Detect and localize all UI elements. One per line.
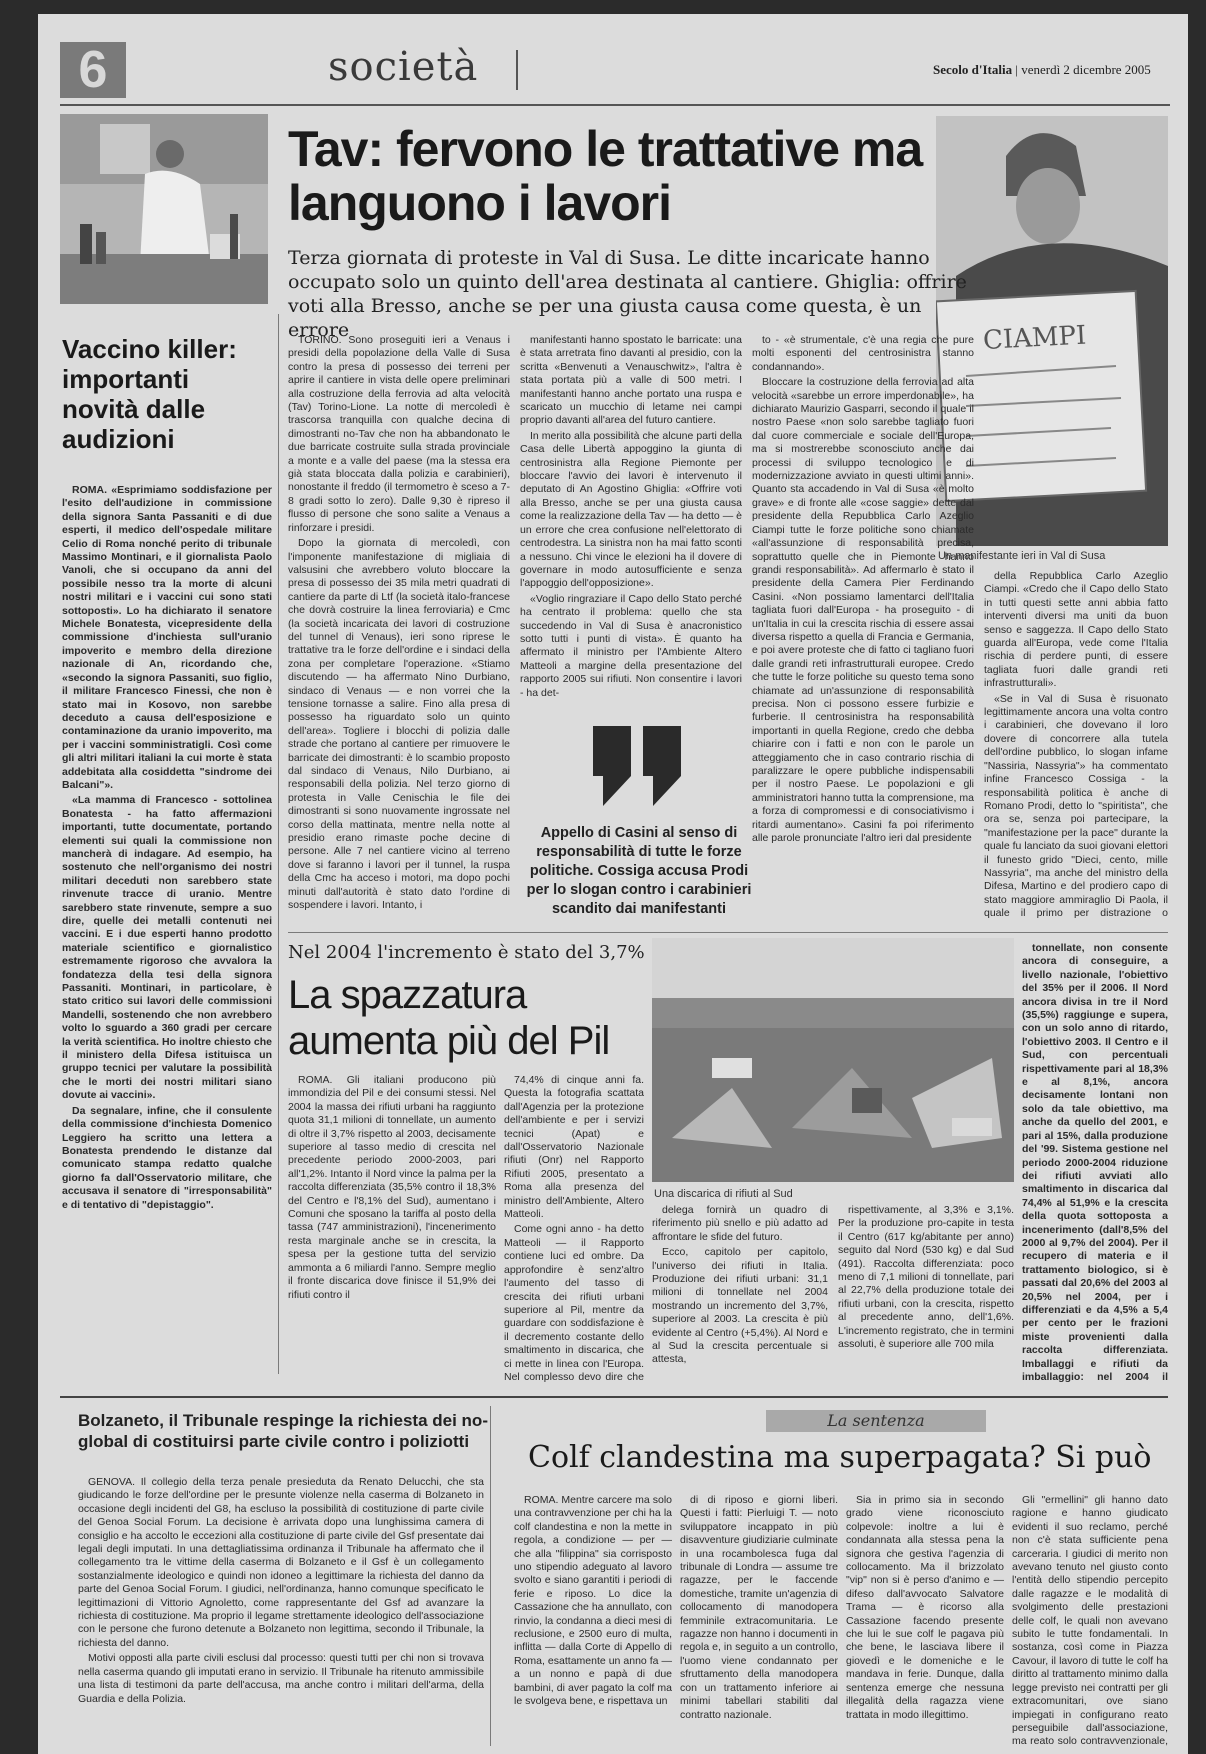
vaccino-headline: Vaccino killer: importanti novità dalle audizioni [62,334,237,454]
lab-photo [60,114,268,304]
section-rule [60,1396,1168,1398]
bolzaneto-body [78,1476,484,1746]
column-rule [278,314,279,1374]
tav-paragraph: In merito alla possibilità che alcune parti della Casa delle Libertà appoggino la giunta di centrosinistra alla Regione Piemonte per bloccare l'avvio dei lavori è intervenuto il deputato di An Agostino Ghiglia: «Offrire voti alla Bresso, anche se per una giusta causa come la realizzazione della Tav — ha detto — è un errore che crea confusione nell'elettorato di centrodestra. La sinistra non ha mai fatto sconti a nessuno. Chi vince le elezioni ha il dovere di governare in modo autosufficiente e senza l'appoggio dell'opposizione». [520,429,742,590]
rifiuti-paragraph: tonnellate, non consente ancora di conseguire, a livello nazionale, l'obiettivo del 35% per il 2006. Il Nord ancora divisa in tre il Nord (35,5%) raggiunge e supera, con un solo anno di ritardo, l'obiettivo 2003. Il Centro e il Sud, con percentuali rispettivamente pari al 18,3% e al 8,1%, ancora decisamente lontani non solo da tale obiettivo, ma anche da quello del 2001, e pari al 15%, dalla produzione del '99. Sistema gestione nel periodo 2000-2004 riduzione dei rifiuti avviati allo smaltimento in discarica dal 74,4% al 51,9% e la crescita della quota sottoposta a incenerimento (dall'8,5% del 2000 al 9,7% del 2004). Per il recupero di materia e il trattamento biologico, si è passati dal 20,6% del 2003 al 20,5% nel 2004, per i differenziati e da 4,5% a 5,4 per cento per le frazioni miste provenienti dalla raccolta differenziata. Imballaggi e rifiuti da imballaggio: nel 2004 il [1022,942,1168,1383]
rifiuti-headline: La spazzatura aumenta più del Pil [288,973,610,1063]
colf-column-2 [680,1494,838,1748]
quote-mark-icon [593,726,683,806]
header-divider [516,50,518,90]
vaccino-paragraph: «La mamma di Francesco - sottolinea Bonatesta - ha fatto affermazioni importanti, tutte documentate, portando elementi sui quali la commissione non mancherà di indagare. Ad esempio, ha sostenuto che nell'organismo dei nostri militari deceduti non sarebbero state rinvenute tracce di uranio. Mentre sarebbero state rinvenute, sempre a suo dire, quelle dei metalli contenuti nei vaccini. E i due esperti hanno prodotto materiale scientifico e giornalistico estremamente rigoroso che avvalora la fondatezza della tesi della signora Passaniti. Montinari, in particolare, è stato critico sui lavori delle commissioni Mandelli, sostenendo che non avrebbero volto lo sguardo a 360 gradi per cercare la verità scientifica. Ho inoltre chiesto che il ministero della Difesa istituisca un gruppo tecnici per valutare la possibilità che le morti dei nostri militari siano dovute ai vaccini». [62,794,272,1102]
rifiuti-paragraph: delega fornirà un quadro di riferimento più snello e più adatto ad affrontare le sfide del futuro. [652,1204,828,1243]
page-number: 6 [60,42,126,98]
vaccino-paragraph: Da segnalare, infine, che il consulente della commissione d'inchiesta Domenico Leggiero ha scritto una lettera a Bonatesta prendendo le distanze dal comunicato stampa redatto qualche giorno fa dall'Osservatorio militare, che accusava il senatore di "irresponsabilità" e di tentativo di "depistaggio". [62,1104,272,1211]
masthead: Secolo d'Italia | venerdì 2 dicembre 2005 [933,62,1151,77]
sentenza-label: La sentenza [766,1410,986,1432]
colf-paragraph: Gli "ermellini" gli hanno dato ragione e hanno giudicato evidenti il suo reclamo, perché non c'è stata sufficiente pena carceraria. I giudici di merito non avevano tenuto nel giusto conto l'entità dello stipendio percepito dalle ragazze e le modalità di svolgimento delle prestazioni delle colf, le quali non avevano subito le tutte fondamentali. In sostanza, così come in Piazza Cavour, il lavoro di tutte le colf ha diritto al trattamento minimo dalla legge previsto nei contratti per gli extracomunitari, ove siano impiegati in configurano reato perseguibile dall'associazione, ma reato solo contravvenzionale, [1012,1494,1168,1748]
masthead-date: venerdì 2 dicembre 2005 [1021,62,1151,77]
rifiuti-column-2 [504,1074,644,1384]
colf-paragraph: di di riposo e giorni liberi. Questi i fatti: Pierluigi T. — noto sviluppatore incappato in più disavventure giudiziarie culminate in una rocambolesca fuga dal tribunale di Londra — assume tre ragazze, per le faccende domestiche, tramite un'agenzia di collocamento di manodopera femminile extracomunitaria. Le ragazze non hanno i documenti in regola e, in seguito a un controllo, l'uomo viene condannato per sfruttamento della manodopera con un trattamento inferiore ai minimi tabellari stabiliti dal contratto nazionale. [680,1494,838,1721]
column-rule [490,1406,491,1746]
page-header [38,14,1188,99]
tav-paragraph: Dopo la giornata di mercoledì, con l'imponente manifestazione di migliaia di valsusini che avrebbero voluto bloccare la presa di possesso dei 35 mila metri quadrati di cantiere da parte di Ltf (la società italo-francese che dovrà costruire la linea ferroviaria) e Cmc (la società incaricata dei lavori di costruzione del tunnel di Venaus), ieri sono riprese le trattative tra le forze dell'ordine e i sindaci della zona per completare l'operazione. «Stiamo discutendo — ha affermato Nino Durbiano, sindaco di Venaus — e non vorrei che la tensione tornasse a salire. Fino alla presa di possesso ha riguardato solo un quinto dell'area». Togliere i blocchi di polizia dalle strade che portano al cantiere per rimuovere le barricate dei dimostranti: è lo scambio proposto dal sindaco di Venaus, Nilo Durbiano, ai responsabili della polizia. Nel terzo giorno di protesta in Valle Cenischia le file dei dimostranti si sono nuovamente ingrossate nel corso della mattinata, mentre nella notte al presidio erano rimaste poche decine di persone. Alle 7 nel cantiere vicino al terreno dove si faranno i lavori per il tunnel, la ruspa della Cmc ha acceso i motori, ma dopo pochi minuti dall'autorità è stato dato l'ordine di sospendere i lavori. Intanto, i [288,537,510,912]
bolzaneto-paragraph: GENOVA. Il collegio della terza penale presieduta da Renato Delucchi, che sta giudicando le forze dell'ordine per le presunte violenze nella caserma di Bolzaneto in occasione degli incidenti del G8, ha escluso la possibilità di costituzione di parte civile del Genoa Social Forum. La decisione è arrivata dopo una lunghissima camera di consiglio e ha accolto le eccezioni alla costituzione di parte civile del Gsf presentate dai legali degli imputati. In una dettagliatissima ordinanza il Tribunale ha affermato che il collegamento tra le vittime della caserma di Bolzaneto e il Gsf è un collegamento sostanzialmente ideologico e quindi non idoneo a legittimare la richiesta del danno da parte del Genoa Social Forum. I giudici, nell'ordinanza, hanno comunque specificato le legittimazioni di Vittorio Agnoletto, come rappresentante del Gsf ad avanzare la richiesta di costituzione. Ma proprio il legame strettamente ideologico dell'associazione con le persone che furono detenute a Bolzaneto non legittima, secondo il Tribunale, la richiesta del danno. [78,1476,484,1649]
colf-column-3 [846,1494,1004,1748]
tav-headline: Tav: fervono le trattative ma languono i lavori [288,121,923,231]
rifiuti-paragraph: Ecco, capitolo per capitolo, l'universo dei rifiuti in Italia. Produzione dei rifiuti urbani: 31,1 milioni di tonnellate nel 2004 mostrando un incremento del 3,7%, superiore al 2003. La crescita è più evidente al Centro (+5,4%). Al Nord e al Sud la crescita percentuale si attesta, [652,1246,828,1366]
newspaper-page [38,14,1188,1754]
tav-paragraph: manifestanti hanno spostato le barricate: una è stata arretrata fino davanti al presidio, con la scritta «Benvenuti a Venauschwitz», l'altra è stata portata più a valle di 500 metri. I manifestanti hanno anche portato una ruspa e scaricato un mucchio di letame nei campi proprio davanti all'area del futuro cantiere. [520,334,742,427]
rifiuti-kicker: Nel 2004 l'incremento è stato del 3,7% [288,942,645,963]
colf-headline: Colf clandestina ma superpagata? Si può [528,1440,1152,1475]
rifiuti-column-1 [288,1074,496,1384]
tav-paragraph: «Voglio ringraziare il Capo dello Stato perché ha centrato il problema: quello che sta succedendo in Val di Susa è anacronistico sotto tutti i punti di vista». È quanto ha affermato il ministro per l'Ambiente Altero Matteoli a margine della presentazione del rapporto 2005 sui rifiuti. Non consentire i lavori - ha det- [520,592,742,699]
rifiuti-paragraph: Come ogni anno - ha detto Matteoli — il Rapporto contiene luci ed ombre. Da approfondire è senz'altro l'aumento del tasso di crescita dei rifiuti urbani superiore al Pil, mentre da guardare con soddisfazione è il decremento costante dello smaltimento in discarica, che ci mette in linea con l'Europa. Nel complesso devo dire che [504,1223,644,1383]
colf-paragraph: ROMA. Mentre carcere ma solo una contravvenzione per chi ha la colf clandestina e non la mette in regola, a condizione — per — che alla "filippina" sia corrisposto uno stipendio adeguato al lavoro svolto e siano garantiti i periodi di ferie e riposo. Lo dice la Cassazione che ha annullato, con rinvio, la condanna a dieci mesi di reclusione, e 2500 euro di multa, inflitta — dalla Corte di Appello di Roma, esattamente un anno fa — a un nonno e papà di due bambini, di aver pagato la colf ma le svolgeva bene, e rispettava un [514,1494,672,1708]
rifiuti-column-4 [838,1204,1014,1384]
sentenza-box [498,1406,1178,1486]
lab-photo-image [60,114,268,304]
landfill-image [652,938,1014,1182]
rifiuti-paragraph: rispettivamente, al 3,3% e 3,1%. Per la produzione pro-capite in testa il Centro (617 kg/abitante per anno) seguito dal Nord (530 kg) e dal Sud (491). Raccolta differenziata: poco meno di 7,1 milioni di tonnellate, pari al 22,7% della produzione totale dei rifiuti urbani, con la crescita, rispetto al precedente anno, dell'1,6%. L'incremento registrato, che in termini assoluti, è superiore alle 700 mila [838,1204,1014,1351]
tav-paragraph: Bloccare la costruzione della ferrovia ad alta velocità «sarebbe un errore imperdonabile», ha dichiarato Maurizio Gasparri, secondo il quale il nostro Paese «non solo sarebbe tagliato fuori dal cuore commerciale e sociale dell'Europa, ma si mostrerebbe sconosciuto anche dai processi di sviluppo tecnologico e di modernizzazione avviato in questi ultimi anni». Quanto sta accadendo in Val di Susa «è molto grave» e di fronte alle «cose saggie» dette dal presidente della Repubblica Carlo Azeglio Ciampi tutte le forze politiche sono chiamate «all'assunzione di responsabilità precisa, soprattutto quelle che in Piemonte hanno grandi responsabilità». Ad affermarlo è stato il presidente della Camera Pier Ferdinando Casini. «Non possiamo lamentarci dell'Italia tagliata fuori dall'Europa - ha proseguito - di un'Italia in cui la crescita rischia di essere assai diversa rispetto a quella di Francia e Germania, e poi avere proteste che di fatto ci tagliano fuori dalle grandi reti infrastrutturali europee. Credo che tutte le forze politiche su questo tema sono chiamate ad un'assunzione di responsabilità precisa. Non ci possono essere furbizie e furberie. Il centrosinistra ha responsabilità importanti in quella Regione, credo che debba chiarire con i fatti e non con le parole un atteggiamento che in caso contrario rischia di paralizzare le opere pubbliche indispensabili per il nostro Paese. Le popolazioni e gli amministratori hanno tutta la comprensione, ma a forza di compromessi e di consociativismo i ritardi aumentano». Casini fa poi riferimento alle parole pronunciate l'altro ieri dal presidente [752,376,974,845]
masthead-title: Secolo d'Italia [933,62,1013,77]
rifiuti-paragraph: ROMA. Gli italiani producono più immondizia del Pil e dei consumi stessi. Nel 2004 la massa dei rifiuti urbani ha raggiunto quota 31,1 milioni di tonnellate, un aumento di oltre il 3,7% rispetto al 2003, decisamente superiore al tasso medio di crescita nel precedente periodo 2000-2003, pari all'1,2%. Intanto il Nord vince la palma per la raccolta differenziata (35,5% contro il 18,3% del Centro e l'8,1% del Sud), aumentano i Comuni che sposano la tariffa al posto della tassa (747 amministrazioni), l'incenerimento resta marginale anche se in crescita, la spesa per la gestione tutta del servizio ammonta a 6 miliardi l'anno. Sempre meglio il fronte discarica dove finisce il 51,9% dei rifiuti contro il [288,1074,496,1301]
bolzaneto-headline: Bolzaneto, il Tribunale respinge la richiesta dei no-global di costituirsi parte civile contro i poliziotti [78,1411,488,1451]
header-rule [60,104,1170,106]
colf-column-4 [1012,1494,1168,1748]
colf-paragraph: Sia in primo sia in secondo grado viene riconosciuto colpevole: inoltre a lui è condannata alla stessa pena la signora che gestiva l'agenzia di collocamento. Ma il brizzolato "vip" non si è perso d'animo e — difeso dall'avvocato Salvatore Trama — è ricorso alla Cassazione facendo presente che lui le sue colf le pagava più che bene, le lasciava libere il giovedì e le domeniche e le mandava in ferie. Dunque, dalla sentenza emerge che nessuna illegalità della ragazza viene trattata in modo illegittimo. [846,1494,1004,1721]
tav-paragraph: to - «è strumentale, c'è una regia che pure molti esponenti del centrosinistra stanno condannando». [752,334,974,373]
section-name: società [328,44,479,90]
bolzaneto-paragraph: Motivi opposti alla parte civili esclusi dal processo: questi tutti per chi non si trovava nella caserma quando gli imputati erano in servizio. Il Tribunale ha ritenuto ammissibile una lista di testimoni da parte dell'accusa, ma anche contro i militari dell'arma, della Guardia e della Polizia. [78,1652,484,1705]
tav-pull-quote: Appello di Casini al senso di responsabilità di tutte le forze politiche. Cossiga accusa Prodi per lo slogan contro i carabinieri scandito dai manifestanti [526,825,752,917]
landfill-photo [652,938,1014,1182]
tav-paragraph: TORINO. Sono proseguiti ieri a Venaus i presidi della popolazione della Valle di Susa contro la presa di possesso dei terreni per aprire il cantiere in vista delle opere preliminari alla costruzione della ferrovia ad alta velocità (Tav) Torino-Lione. La notte di mercoledì è trascorsa tranquilla con qualche decina di dimostranti no-Tav che non ha abbandonato le due barricate costruite sulla strada provinciale a monte e a valle del paese (ma la stessa era già stata bloccata dalla polizia e carabinieri), nonostante il freddo (il termometro è sceso a 7-8 gradi sotto lo zero). Dalle 9,30 è ripreso il flusso di persone che sono salite a Venaus a rinforzare i presidi. [288,334,510,534]
vaccino-paragraph: ROMA. «Esprimiamo soddisfazione per l'esito dell'audizione in commissione della signora Santa Passaniti e di due esperti, il medico dell'ospedale militare Celio di Roma nonché perito di tribunale Massimo Montinari, e il giornalista Paolo Vanoli, che si occupano da anni del possibile nesso tra la morte di alcuni nostri militari e i vaccini cui sono stati sottoposti». Lo ha dichiarato il senatore Michele Bonatesta, vicepresidente della commissione d'inchiesta sull'uranio impoverito e membro della direzione nazionale di An, ricordando che, «secondo la signora Passaniti, suo figlio, il militare Francesco Finessi, che non è stato mai in Kosovo, non sarebbe deceduto a causa dell'esposizione e contaminazione da uranio impoverito, ma per i vaccini somministratigli. Così come gli altri militari italiani la cui morte è stata addebitata alla cosiddetta "sindrome dei Balcani"». [62,484,272,791]
rifiuti-column-5 [1022,942,1168,1384]
protester-caption: Un manifestante ieri in Val di Susa [938,550,1106,562]
sign-text: CIAMPI [982,320,1088,356]
tav-column-1 [288,334,510,924]
rifiuti-paragraph: 74,4% di cinque anni fa. Questa la fotografia scattata dall'Agenzia per la protezione dell'ambiente e per i servizi tecnici (Apat) e dall'Osservatorio Nazionale rifiuti (Onr) nel Rapporto Rifiuti 2005, presentato a Roma alla presenza del ministro dell'Ambiente, Altero Matteoli. [504,1074,644,1221]
vaccino-body [62,484,272,1364]
tav-paragraph: «Se in Val di Susa è risuonato legittimamente ancora una volta contro i carabinieri, che dovevano il loro dovere di concorrere alla tutela dell'ordine pubblico, lo slogan infame "Nassiria, Nassyria"» ha commentato infine Francesco Cossiga - la responsabilità politica è anche di Romano Prodi, detto lo "spiritista", che ora se, senza poi partecipare, la "manifestazione per la pace" durante la quale fu lanciato da suoi giovani elettori il funesto grido "Dieci, cento, mille Nassyria", ma anche del ministro della Difesa, Martino e del prodiero capo di stato maggiore ammiraglio Di Paola, il quale il primo per distrazione o [984,692,1168,920]
tav-paragraph: della Repubblica Carlo Azeglio Ciampi. «Credo che il Capo dello Stato in tutti questi sette anni abbia fatto interventi diversi ma uniti da buon senso e saggezza. Il Capo dello Stato guarda all'Europa, vede come l'Italia rischia di perdere punti, di essere tagliata fuori dalle grandi reti infrastrutturali». [984,570,1168,690]
section-rule [288,932,1168,933]
tav-subhead: Terza giornata di proteste in Val di Susa. Le ditte incaricate hanno occupato solo un quinto dell'area destinata al cantiere. Ghiglia: offrire voti alla Bresso, anche se per una giusta causa come questa, è un errore [288,247,967,341]
tav-column-4 [984,570,1168,922]
tav-column-3 [752,334,974,924]
landfill-caption: Una discarica di rifiuti al Sud [654,1188,793,1200]
rifiuti-column-3 [652,1204,828,1384]
tav-column-2 [520,334,742,706]
colf-column-1 [514,1494,672,1748]
